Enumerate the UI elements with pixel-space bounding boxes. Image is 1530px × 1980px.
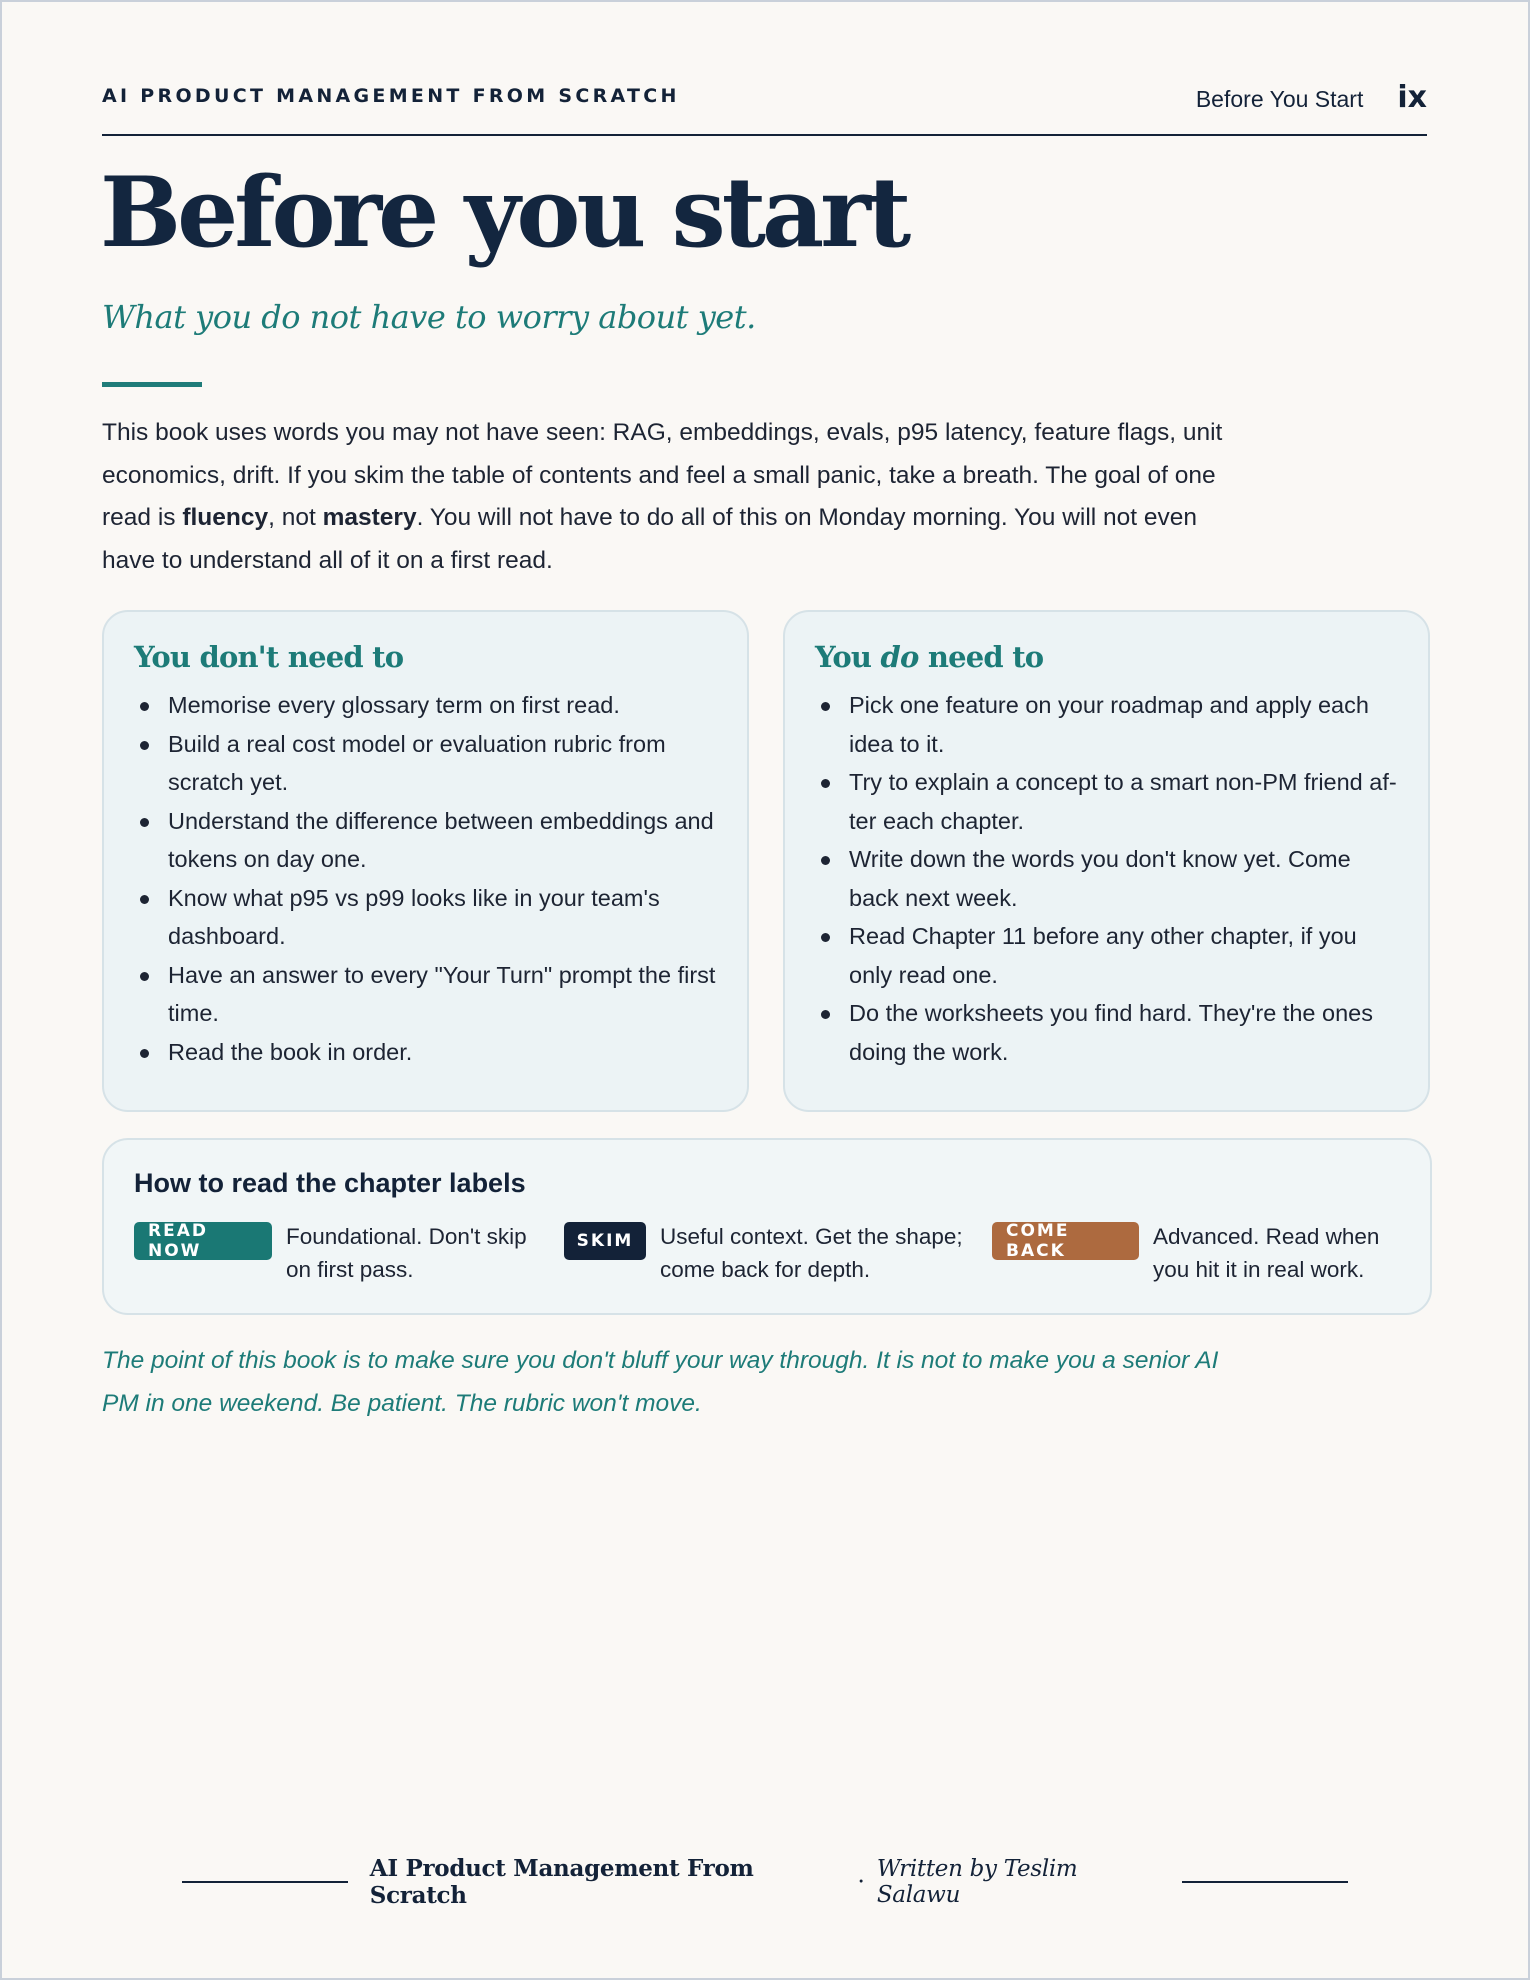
page-number: ix [1397, 80, 1427, 115]
intro-text-3: . You will not have to do all of this on Monday morning. You will not even have to understand all of it on a first read. [102, 504, 1198, 574]
do-need-card [783, 610, 1430, 1112]
footer-separator: · [857, 1869, 865, 1895]
dont-need-list [134, 686, 719, 1071]
label-read-now [134, 1222, 527, 1286]
badge-come-back: COME BACK [992, 1222, 1139, 1260]
do-need-heading-post: need to [918, 640, 1044, 674]
running-head-right [1196, 80, 1427, 115]
chapter-labels-heading: How to read the chapter labels [134, 1168, 526, 1198]
running-head-section: Before You Start [1195, 86, 1364, 112]
list-item: Write down the words you don't know yet. Come back next week. [815, 840, 1400, 917]
do-need-heading-pre: You [815, 640, 881, 674]
label-desc-line: Advanced. Read when [1153, 1224, 1380, 1249]
footer-text [348, 1855, 1182, 1909]
page-footer [182, 1855, 1348, 1909]
label-desc-line: you hit it in real work. [1153, 1257, 1365, 1282]
closing-note: The point of this book is to make sure you don't bluff your way through. It is not to make you a senior AI PM in one weekend. Be patient. The rubric won't move. [102, 1347, 1219, 1417]
page-subtitle: What you do not have to worry about yet. [102, 298, 756, 336]
label-skim-desc [660, 1220, 963, 1286]
list-item: Read the book in order. [134, 1033, 719, 1072]
list-item: Read Chapter 11 before any other chapter, if you only read one. [815, 917, 1400, 994]
badge-read-now: READ NOW [134, 1222, 272, 1260]
do-need-heading-em: do [880, 640, 919, 674]
intro-bold-fluency: fluency [182, 504, 269, 531]
list-item: Pick one feature on your roadmap and apply each idea to it. [815, 686, 1400, 763]
accent-rule [102, 382, 202, 387]
footer-rule-left [182, 1881, 348, 1883]
do-need-list [815, 686, 1400, 1071]
list-item: Understand the difference between embeddings and tokens on day one. [134, 802, 719, 879]
footer-rule-right [1182, 1881, 1348, 1883]
label-desc-line: come back for depth. [660, 1257, 871, 1282]
intro-paragraph [102, 412, 1232, 582]
badge-skim: SKIM [564, 1222, 646, 1260]
intro-text-1: This book uses words you may not have seen: RAG, embeddings, evals, p95 latency, feature flags, unit economics, drift. If you skim the table of contents and feel a small panic, take a breath. The goal of one read is [102, 419, 1223, 531]
label-come-back [992, 1222, 1379, 1286]
label-come-back-desc [1153, 1220, 1379, 1286]
list-item: Have an answer to every "Your Turn" prompt the first time. [134, 956, 719, 1033]
do-need-heading [815, 640, 1400, 674]
page-title: Before you start [100, 156, 908, 269]
chapter-labels-box [102, 1138, 1432, 1315]
list-item: Try to explain a concept to a smart non-PM friend af-ter each chapter. [815, 763, 1400, 840]
label-skim [564, 1222, 963, 1286]
label-desc-line: Useful context. Get the shape; [660, 1224, 963, 1249]
footer-author: Written by Teslim Salawu [876, 1856, 1078, 1908]
dont-need-heading: You don't need to [134, 640, 404, 674]
label-desc-line: on first pass. [286, 1257, 414, 1282]
list-item: Build a real cost model or evaluation rubric from scratch yet. [134, 725, 719, 802]
intro-bold-mastery: mastery [322, 504, 417, 531]
label-desc-line: Foundational. Don't skip [286, 1224, 527, 1249]
dont-need-card [102, 610, 749, 1112]
running-head-book-title: AI PRODUCT MANAGEMENT FROM SCRATCH [102, 85, 680, 107]
list-item: Know what p95 vs p99 looks like in your team's dashboard. [134, 879, 719, 956]
intro-text-2: , not [268, 504, 323, 531]
list-item: Do the worksheets you find hard. They're the ones doing the work. [815, 994, 1400, 1071]
running-head [102, 80, 1427, 136]
label-read-now-desc [286, 1220, 527, 1286]
footer-book-title: AI Product Management From Scratch [369, 1855, 754, 1909]
list-item: Memorise every glossary term on first read. [134, 686, 719, 725]
